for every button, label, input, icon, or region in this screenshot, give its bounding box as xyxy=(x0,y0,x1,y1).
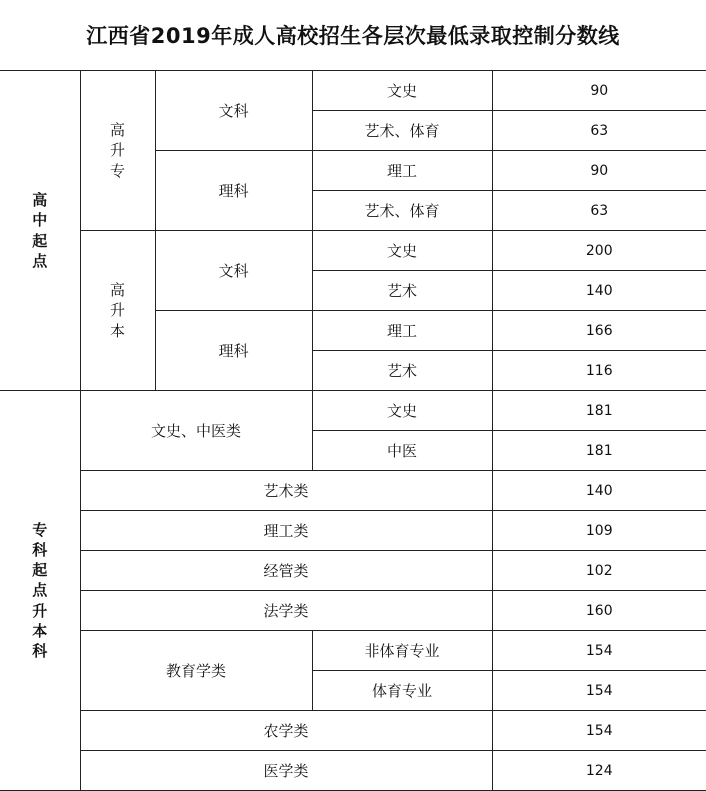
section-label-zhuanben: 专科起点升本科 xyxy=(0,391,80,791)
table-row xyxy=(0,471,706,511)
table-row xyxy=(0,231,706,271)
subject-cell: 中医 xyxy=(312,431,492,471)
category-label: 法学类 xyxy=(80,591,492,631)
table-row xyxy=(0,71,706,111)
table-row xyxy=(0,551,706,591)
score-cell: 102 xyxy=(492,551,706,591)
score-cell: 181 xyxy=(492,431,706,471)
category-label: 艺术类 xyxy=(80,471,492,511)
score-cell: 63 xyxy=(492,191,706,231)
score-cell: 181 xyxy=(492,391,706,431)
score-cell: 63 xyxy=(492,111,706,151)
table-row xyxy=(0,391,706,431)
category-label: 教育学类 xyxy=(80,631,312,711)
table-row xyxy=(0,511,706,551)
table-row xyxy=(0,591,706,631)
score-cell: 109 xyxy=(492,511,706,551)
category-label: 医学类 xyxy=(80,751,492,791)
category-label: 文科 xyxy=(155,231,312,311)
table-row xyxy=(0,631,706,671)
score-cell: 140 xyxy=(492,271,706,311)
level-label-gaozhuan: 高升专 xyxy=(80,71,155,231)
subject-cell: 文史 xyxy=(312,71,492,111)
subject-cell: 艺术、体育 xyxy=(312,191,492,231)
score-cell: 90 xyxy=(492,71,706,111)
subject-cell: 艺术 xyxy=(312,271,492,311)
score-cell: 140 xyxy=(492,471,706,511)
page-title: 江西省2019年成人高校招生各层次最低录取控制分数线 xyxy=(86,24,620,48)
subject-cell: 理工 xyxy=(312,311,492,351)
score-cell: 124 xyxy=(492,751,706,791)
score-cell: 154 xyxy=(492,631,706,671)
category-label: 经管类 xyxy=(80,551,492,591)
category-label: 理科 xyxy=(155,311,312,391)
section-label-high-school: 高中起点 xyxy=(0,71,80,391)
score-cell: 154 xyxy=(492,711,706,751)
level-label-gaoben: 高升本 xyxy=(80,231,155,391)
score-cell: 90 xyxy=(492,151,706,191)
table-row xyxy=(0,751,706,791)
category-label: 文科 xyxy=(155,71,312,151)
subject-cell: 文史 xyxy=(312,391,492,431)
score-table xyxy=(0,70,706,791)
score-cell: 200 xyxy=(492,231,706,271)
subject-cell: 艺术、体育 xyxy=(312,111,492,151)
subject-cell: 体育专业 xyxy=(312,671,492,711)
score-cell: 116 xyxy=(492,351,706,391)
subject-cell: 艺术 xyxy=(312,351,492,391)
score-cell: 154 xyxy=(492,671,706,711)
category-label: 理工类 xyxy=(80,511,492,551)
category-label: 农学类 xyxy=(80,711,492,751)
score-cell: 166 xyxy=(492,311,706,351)
subject-cell: 理工 xyxy=(312,151,492,191)
score-cell: 160 xyxy=(492,591,706,631)
category-label: 文史、中医类 xyxy=(80,391,312,471)
subject-cell: 非体育专业 xyxy=(312,631,492,671)
subject-cell: 文史 xyxy=(312,231,492,271)
table-row xyxy=(0,711,706,751)
category-label: 理科 xyxy=(155,151,312,231)
